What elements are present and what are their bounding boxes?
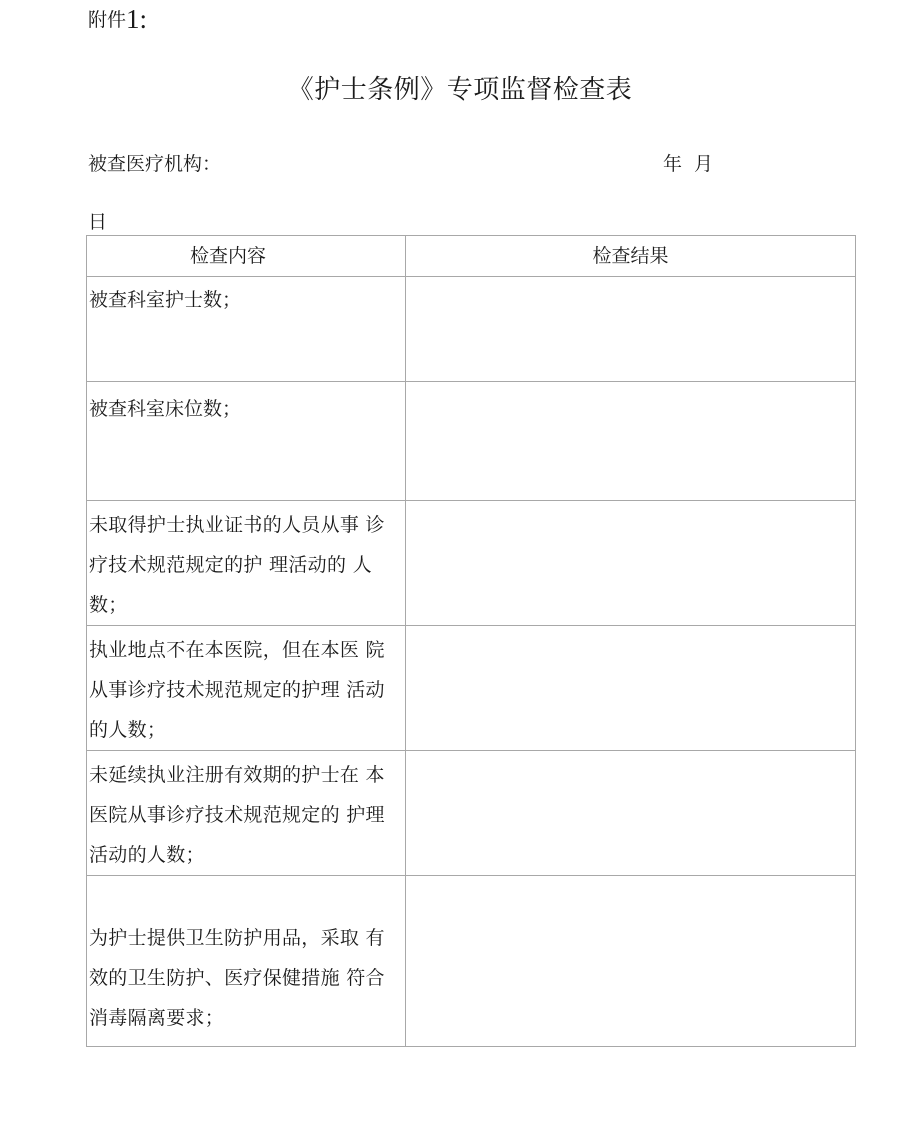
table-row	[87, 876, 856, 1047]
date-day: 日	[88, 211, 108, 233]
row-content: 被查科室床位数；	[87, 382, 406, 501]
row-result[interactable]	[406, 751, 856, 876]
row-content: 为护士提供卫生防护用品，采取 有效的卫生防护、医疗保健措施 符合消毒隔离要求；	[87, 876, 406, 1047]
header-content: 检查内容	[87, 236, 406, 277]
table-row	[87, 382, 856, 501]
row-result[interactable]	[406, 626, 856, 751]
table-row	[87, 277, 856, 382]
attachment-label	[88, 4, 147, 35]
attachment-text: 附件	[88, 9, 127, 31]
row-content: 未延续执业注册有效期的护士在 本医院从事诊疗技术规范规定的 护理活动的人数；	[87, 751, 406, 876]
row-result[interactable]	[406, 382, 856, 501]
date-year-month: 年 月	[663, 153, 714, 175]
table-row	[87, 751, 856, 876]
row-result[interactable]	[406, 876, 856, 1047]
row-result[interactable]	[406, 501, 856, 626]
attachment-number: 1:	[126, 4, 148, 34]
table-row	[87, 501, 856, 626]
header-result: 检查结果	[406, 236, 856, 277]
row-content: 被查科室护士数；	[87, 277, 406, 382]
page-title: 《护士条例》专项监督检查表	[287, 75, 633, 105]
table-header-row	[87, 236, 856, 277]
institution-label: 被查医疗机构：	[88, 153, 222, 175]
inspection-table	[86, 235, 855, 1029]
row-content: 未取得护士执业证书的人员从事 诊疗技术规范规定的护 理活动的 人数；	[87, 501, 406, 626]
row-result[interactable]	[406, 277, 856, 382]
table-row	[87, 626, 856, 751]
row-content: 执业地点不在本医院，但在本医 院从事诊疗技术规范规定的护理 活动的人数；	[87, 626, 406, 751]
